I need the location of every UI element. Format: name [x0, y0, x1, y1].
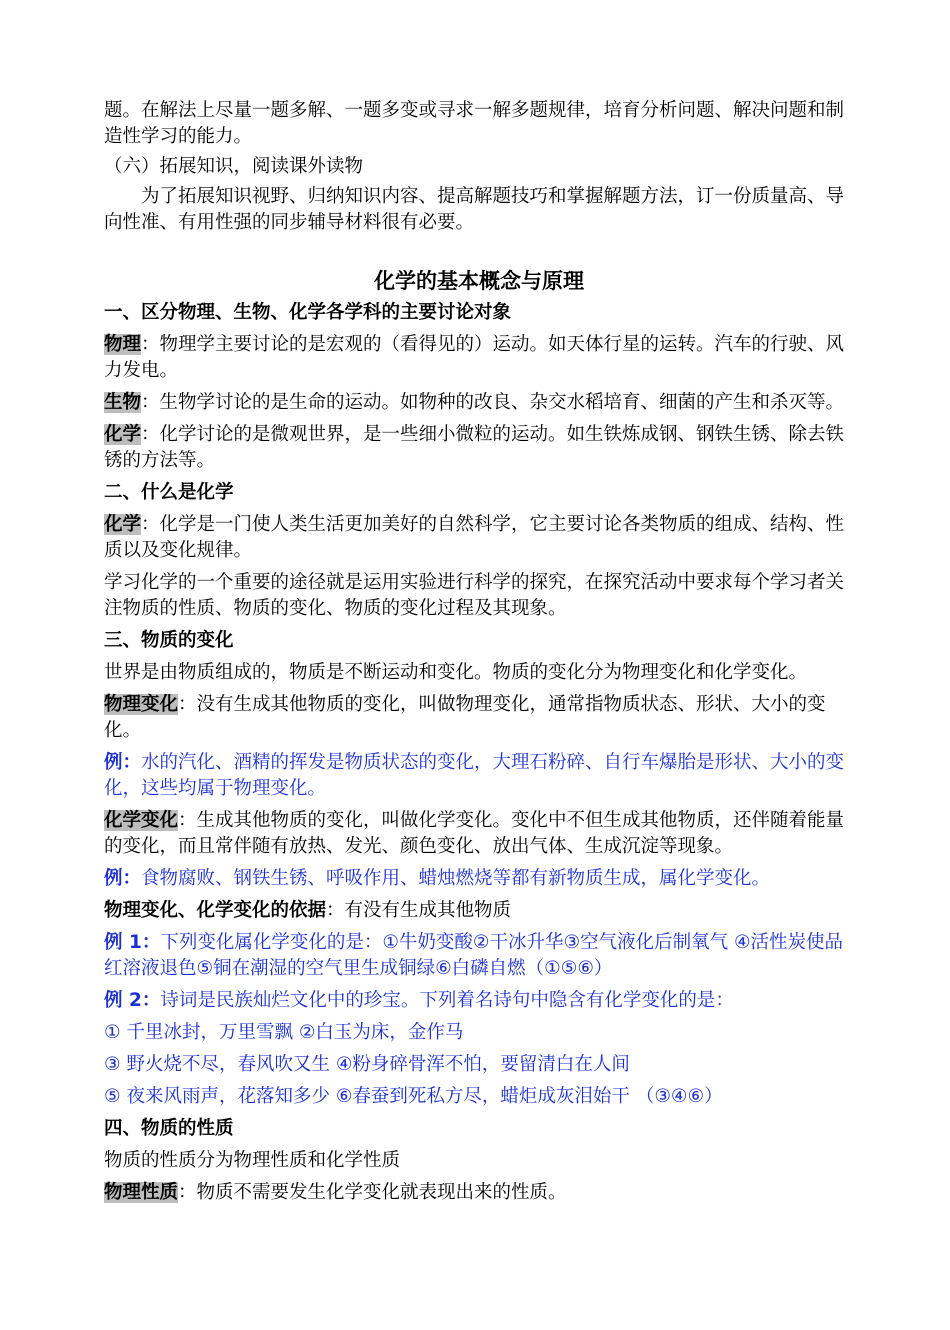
definition-biology: [104, 390, 854, 416]
page-title: 化学的基本概念与原理: [374, 269, 584, 293]
definition-text: ：生成其他物质的变化，叫做化学变化。变化中不但生成其他物质，还伴随着能量的变化，而且常伴随有放热、发光、颜色变化、放出气体、生成沉淀等现象。: [104, 810, 845, 857]
poem-line-2: ③ 野火烧不尽，春风吹又生 ④粉身碎骨浑不怕，要留清白在人间: [104, 1054, 630, 1075]
section-heading-3: 三、物质的变化: [104, 630, 234, 651]
definition-physics: [104, 332, 854, 384]
term-physical-change: 物理变化: [104, 694, 179, 715]
intro-paragraph: 题。在解法上尽量一题多解、一题多变或寻求一解多题规律，培育分析问题、解决问题和制造性学习的能力。: [104, 100, 845, 147]
definition-chemical-change: [104, 808, 854, 860]
term-chemistry: 化学: [104, 424, 142, 445]
term-physical-property: 物理性质: [104, 1182, 179, 1203]
example-text: 水的汽化、酒精的挥发是物质状态的变化，大理石粉碎、自行车爆胎是形状、大小的变化，这些均属于物理变化。: [104, 752, 845, 799]
definition-chemistry: [104, 422, 854, 474]
example-text: 食物腐败、钢铁生锈、呼吸作用、蜡烛燃烧等都有新物质生成，属化学变化。: [141, 868, 771, 889]
definition-physical-change: [104, 692, 854, 744]
basis-text: ：有没有生成其他物质: [326, 900, 512, 921]
term-chemical-change: 化学变化: [104, 810, 179, 831]
document-page: [104, 98, 854, 1206]
example-text: 下列变化属化学变化的是：①牛奶变酸②干冰升华③空气液化后制氧气 ④活性炭使品红溶液退色⑤铜在潮湿的空气里生成铜绿⑥白磷自燃（①⑤⑥）: [104, 932, 844, 979]
definition-text: ：化学是一门使人类生活更加美好的自然科学，它主要讨论各类物质的组成、结构、性质以及变化规律。: [104, 514, 845, 561]
example-text: 诗词是民族灿烂文化中的珍宝。下列着名诗句中隐含有化学变化的是：: [160, 990, 734, 1011]
poem-line-3: ⑤ 夜来风雨声，花落知多少 ⑥春蚕到死私方尽，蜡炬成灰泪始干 （③④⑥）: [104, 1086, 723, 1107]
paragraph-properties: 物质的性质分为物理性质和化学性质: [104, 1150, 401, 1171]
example-label: 例 1：: [104, 932, 161, 953]
change-basis: [104, 898, 854, 924]
definition-text: ：物理学主要讨论的是宏观的（看得见的）运动。如天体行星的运转。汽车的行驶、风力发电。: [104, 334, 845, 381]
definition-text: ：物质不需要发生化学变化就表现出来的性质。: [178, 1182, 567, 1203]
section-heading-4: 四、物质的性质: [104, 1118, 234, 1139]
term-biology: 生物: [104, 392, 142, 413]
term-chemistry-2: 化学: [104, 514, 142, 535]
term-physics: 物理: [104, 334, 142, 355]
definition-text: ：没有生成其他物质的变化，叫做物理变化，通常指物质状态、形状、大小的变化。: [104, 694, 826, 741]
poem-line-1: ① 千里冰封，万里雪飘 ②白玉为床，金作马: [104, 1022, 464, 1043]
intro-paragraph-2: 为了拓展知识视野、归纳知识内容、提高解题技巧和掌握解题方法，订一份质量高、导向性准、有用性强的同步辅导材料很有必要。: [104, 186, 845, 233]
example-label: 例 2：: [104, 990, 161, 1011]
example-question-2: [104, 988, 854, 1014]
definition-text: ：生物学讨论的是生命的运动。如物种的改良、杂交水稻培育、细菌的产生和杀灭等。: [141, 392, 845, 413]
example-label: 例：: [104, 868, 142, 889]
paragraph-matter-change: 世界是由物质组成的，物质是不断运动和变化。物质的变化分为物理变化和化学变化。: [104, 662, 808, 683]
example-question-1: [104, 930, 854, 982]
definition-what-is-chemistry: [104, 512, 854, 564]
example-label: 例：: [104, 752, 142, 773]
section-heading-1: 一、区分物理、生物、化学各学科的主要讨论对象: [104, 302, 512, 323]
subheading-extend-knowledge: （六）拓展知识，阅读课外读物: [104, 156, 364, 177]
definition-physical-property: [104, 1180, 854, 1206]
definition-text: ：化学讨论的是微观世界，是一些细小微粒的运动。如生铁炼成钢、钢铁生锈、除去铁锈的方法等。: [104, 424, 845, 471]
section-heading-2: 二、什么是化学: [104, 482, 234, 503]
paragraph-experiment: 学习化学的一个重要的途径就是运用实验进行科学的探究，在探究活动中要求每个学习者关注物质的性质、物质的变化、物质的变化过程及其现象。: [104, 572, 845, 619]
example-chemical-change: [104, 866, 854, 892]
example-physical-change: [104, 750, 854, 802]
basis-label: 物理变化、化学变化的依据: [104, 900, 327, 921]
